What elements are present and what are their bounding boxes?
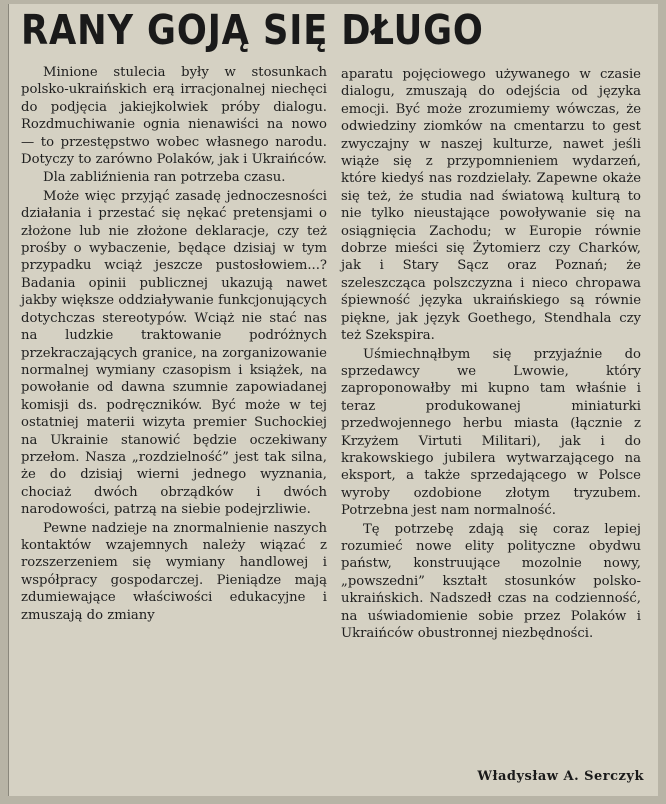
article-paragraph: Uśmiechnąłbym się przyjaźnie do sprzedawcy we Lwowie, który zaproponowałby mi kupno tam właśnie i teraz produkowanej miniaturki przedwojennego herbu miasta (łącznie z Krzyżem Virtuti Militari), jak i do krakowskiego jubilera wytwarzającego na eksport, a także sprzedającego w Polsce wyroby ozdobione złotym tryzubem. Potrzebna jest nam normalność. [341,346,641,519]
article-paragraph: Pewne nadzieje na znormalnienie naszych kontaktów wzajemnych należy wiązać z rozszerzeniem się wymiany handlowej i współpracy gospodarczej. Pieniądze mają zdumiewające właściwości edukacyjne i zmuszają do zmiany [21,520,327,623]
article-left-column [21,64,327,625]
article-paragraph: Dla zabliźnienia ran potrzeba czasu. [43,170,286,186]
article-author: Władysław A. Serczyk [477,769,644,784]
article-paragraph: aparatu pojęciowego używanego w czasie dialogu, zmuszają do odejścia od języka emocji. Być może zrozumiemy wówczas, że odwiedziny ziomków na cmentarzu to gest zwyczajny w naszej kulturze, nawet jeśli wiąże się z przypomnieniem wydarzeń, które kiedyś nas rozdzielały. Zapewne okaże się też, że studia nad światową kulturą to nie tylko nieustające powoływanie się na osiągnięcia Zachodu; w Europie równie dobrze mieści się Żytomierz czy Charków, jak i Stary Sącz oraz Poznań; że szeleszcząca polszczyzna i nieco chropawa śpiewność języka ukraińskiego są równie piękne, jak język Goethego, Stendhala czy też Szekspira. [341,67,641,344]
article-paragraph: Tę potrzebę zdają się coraz lepiej rozumieć nowe elity polityczne obydwu państw, konstruujące mozolnie nowy, „powszedni” kształt stosunków polsko-ukraińskich. Nadszedł czas na codzienność, na uświadomienie sobie przez Polaków i Ukraińców obustronnej niezbędności. [341,521,641,641]
article-paragraph: Może więc przyjąć zasadę jednoczesności działania i przestać się nękać pretensjami o złożone lub nie złożone deklaracje, czy też prośby o wybaczenie, będące dzisiaj w tym przypadku wciąż jeszcze pustosłowiem...? Badania opinii publicznej ukazują nawet jakby większe oddziaływanie funkcjonujących dotychczas stereotypów. Wciąż nie stać nas na ludzkie traktowanie podróżnych przekraczających granice, na zorganizowanie normalnej wymiany czasopism i książek, na powołanie od dawna szumnie zapowiadanej komisji ds. podręczników. Być może w tej ostatniej materii wizyta premier Suchockiej na Ukrainie stanowić będzie oczekiwany przełom. Nasza „rozdzielność” jest tak silna, że do dzisiaj wierni jednego wyznania, chociaż dwóch obrządków i dwóch narodowości, patrzą na siebie podejrzliwie. [21,188,327,518]
article-right-column [341,66,641,643]
article-headline: RANY GOJĄ SIĘ DŁUGO [21,6,484,54]
article-paragraph: Minione stulecia były w stosunkach polsko-ukraińskich erą irracjonalnej niechęci do podjęcia jakiejkolwiek próby dialogu. Rozdmuchiwanie ognia nienawiści na nowo — to przestępstwo wobec własnego narodu. Dotyczy to zarówno Polaków, jak i Ukraińców. [21,65,327,168]
newspaper-clipping [8,4,658,796]
